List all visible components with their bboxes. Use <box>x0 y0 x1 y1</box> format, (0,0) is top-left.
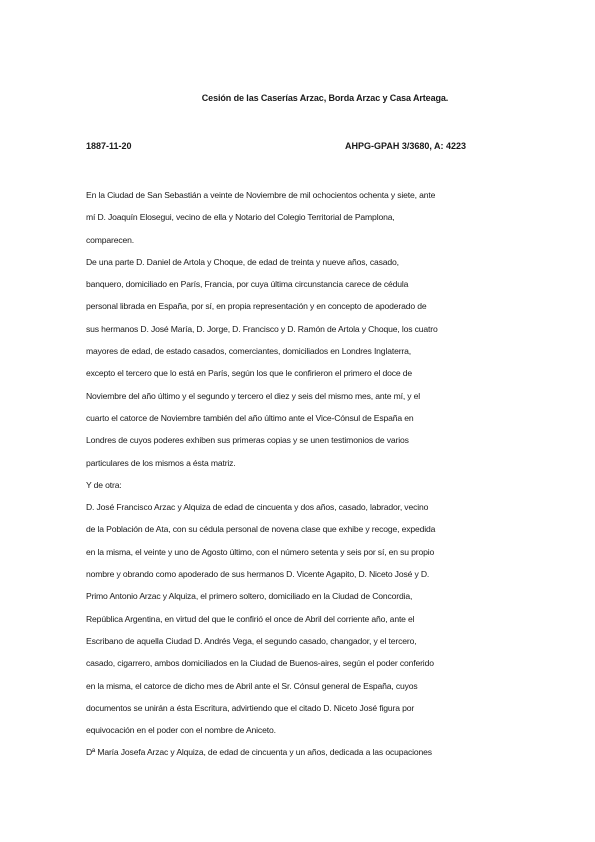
body-line: D. José Francisco Arzac y Alquiza de edad de cincuenta y dos años, casado, labrador, vecino <box>86 502 429 513</box>
body-line: casado, cigarrero, ambos domiciliados en la Ciudad de Buenos-aires, según el poder conferido <box>86 658 434 669</box>
body-line: mí D. Joaquín Elosegui, vecino de ella y Notario del Colegio Territorial de Pamplona, <box>86 212 395 223</box>
body-line: comparecen. <box>86 234 135 245</box>
body-line: En la Ciudad de San Sebastián a veinte de Noviembre de mil ochocientos ochenta y siete, ante <box>86 190 436 200</box>
body-line: equivocación en el poder con el nombre de Aniceto. <box>86 725 276 736</box>
body-line: Noviembre del año último y el segundo y tercero el diez y seis del mismo mes, ante mí, y el <box>86 390 421 401</box>
body-line: en la misma, el veinte y uno de Agosto último, con el número setenta y seis por sí, en su propio <box>86 546 435 557</box>
body-line: excepto el tercero que lo está en París, según los que le confirieron el primero el doce de <box>86 368 413 379</box>
body-line: Dª María Josefa Arzac y Alquiza, de edad de cincuenta y un años, dedicada a las ocupaciones <box>86 747 432 758</box>
body-line: particulares de los mismos a ésta matriz. <box>86 457 236 468</box>
document-body <box>86 184 516 764</box>
body-line: cuarto el catorce de Noviembre también del año último ante el Vice-Cónsul de España en <box>86 412 414 423</box>
body-line: Y de otra: <box>86 479 122 490</box>
body-line: mayores de edad, de estado casados, comerciantes, domiciliados en Londres Inglaterra, <box>86 346 411 357</box>
body-line: Londres de cuyos poderes exhiben sus primeras copias y se unen testimonios de varios <box>86 435 409 446</box>
body-line: República Argentina, en virtud del que le confirió el once de Abril del corriente año, ante el <box>86 613 415 624</box>
body-line: de la Población de Ata, con su cédula personal de novena clase que exhibe y recoge, expedida <box>86 524 436 535</box>
body-line: documentos se unirán a ésta Escritura, advirtiendo que el citado D. Niceto José figura por <box>86 702 415 713</box>
body-line: en la misma, el catorce de dicho mes de Abril ante el Sr. Cónsul general de España, cuyos <box>86 680 418 691</box>
body-line: personal librada en España, por sí, en propia representación y en concepto de apoderado de <box>86 301 427 312</box>
body-line: De una parte D. Daniel de Artola y Choque, de edad de treinta y nueve años, casado, <box>86 256 399 267</box>
document-title: Cesión de las Caserías Arzac, Borda Arzac y Casa Arteaga. <box>201 93 449 103</box>
body-line: Escribano de aquella Ciudad D. Andrés Vega, el segundo casado, changador, y el tercero, <box>86 635 417 646</box>
body-line: banquero, domiciliado en París, Francia, por cuya última circunstancia carece de cédula <box>86 279 409 290</box>
body-line: Primo Antonio Arzac y Alquiza, el primero soltero, domiciliado en la Ciudad de Concordia, <box>86 591 413 602</box>
document-date: 1887-11-20 <box>86 141 132 151</box>
body-line: sus hermanos D. José María, D. Jorge, D. Francisco y D. Ramón de Artola y Choque, los cuatro <box>86 323 438 334</box>
archive-reference: AHPG-GPAH 3/3680, A: 4223 <box>345 141 467 151</box>
body-line: nombre y obrando como apoderado de sus hermanos D. Vicente Agapito, D. Niceto José y D. <box>86 569 430 580</box>
